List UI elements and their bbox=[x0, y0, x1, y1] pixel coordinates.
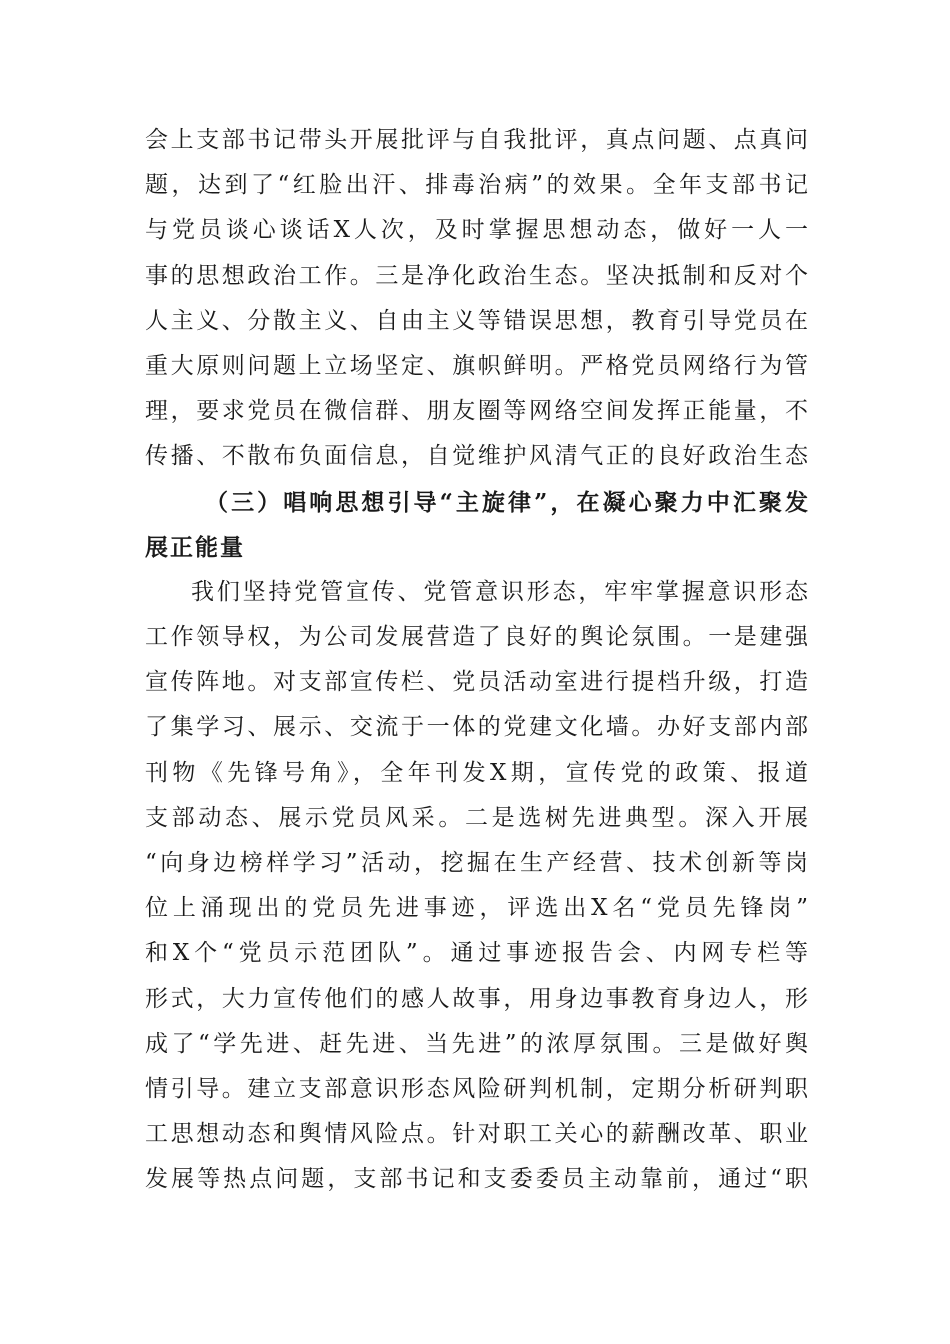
paragraph-line: 会上支部书记带头开展批评与自我批评，真点问题、点真问 bbox=[145, 127, 810, 153]
paragraph-line: 刊物《先锋号角》，全年刊发X期，宣传党的政策、报道 bbox=[145, 759, 810, 786]
paragraph-line: 和X个“党员示范团队”。通过事迹报告会、内网专栏等 bbox=[145, 940, 810, 967]
section-heading bbox=[145, 480, 810, 570]
paragraph-line: 支部动态、展示党员风采。二是选树先进典型。深入开展 bbox=[145, 804, 810, 831]
paragraph-line: 事的思想政治工作。三是净化政治生态。坚决抵制和反对个 bbox=[145, 262, 810, 289]
heading-line: （三）唱响思想引导“主旋律”，在凝心聚力中汇聚发 bbox=[205, 488, 810, 516]
document-page bbox=[145, 118, 810, 1203]
paragraph-line: 人主义、分散主义、自由主义等错误思想，教育引导党员在 bbox=[145, 307, 810, 334]
paragraph-line: 了集学习、展示、交流于一体的党建文化墙。办好支部内部 bbox=[145, 714, 810, 741]
paragraph-2 bbox=[145, 570, 810, 1203]
paragraph-line: 工作领导权，为公司发展营造了良好的舆论氛围。一是建强 bbox=[145, 624, 810, 651]
paragraph-line: 情引导。建立支部意识形态风险研判机制，定期分析研判职 bbox=[145, 1075, 810, 1102]
paragraph-line: “向身边榜样学习”活动，挖掘在生产经营、技术创新等岗 bbox=[145, 850, 810, 876]
paragraph-1 bbox=[145, 118, 810, 480]
heading-line: 展正能量 bbox=[145, 533, 245, 561]
paragraph-line: 位上涌现出的党员先进事迹，评选出X名“党员先锋岗” bbox=[145, 895, 810, 922]
paragraph-line: 我们坚持党管宣传、党管意识形态，牢牢掌握意识形态 bbox=[191, 578, 810, 605]
paragraph-line: 理，要求党员在微信群、朋友圈等网络空间发挥正能量，不 bbox=[145, 398, 810, 425]
paragraph-line: 发展等热点问题，支部书记和支委委员主动靠前，通过“职 bbox=[145, 1166, 810, 1193]
paragraph-line: 工思想动态和舆情风险点。针对职工关心的薪酬改革、职业 bbox=[145, 1121, 810, 1148]
paragraph-line: 与党员谈心谈话X人次，及时掌握思想动态，做好一人一 bbox=[145, 217, 810, 244]
paragraph-line: 传播、不散布负面信息，自觉维护风清气正的良好政治生态 bbox=[145, 443, 810, 470]
paragraph-line: 宣传阵地。对支部宣传栏、党员活动室进行提档升级，打造 bbox=[145, 669, 810, 696]
paragraph-line: 题，达到了“红脸出汗、排毒治病”的效果。全年支部书记 bbox=[145, 172, 810, 199]
paragraph-line: 重大原则问题上立场坚定、旗帜鲜明。严格党员网络行为管 bbox=[145, 352, 810, 379]
paragraph-line: 形式，大力宣传他们的感人故事，用身边事教育身边人，形 bbox=[145, 985, 810, 1012]
paragraph-line: 成了“学先进、赶先进、当先进”的浓厚氛围。三是做好舆 bbox=[145, 1030, 810, 1057]
